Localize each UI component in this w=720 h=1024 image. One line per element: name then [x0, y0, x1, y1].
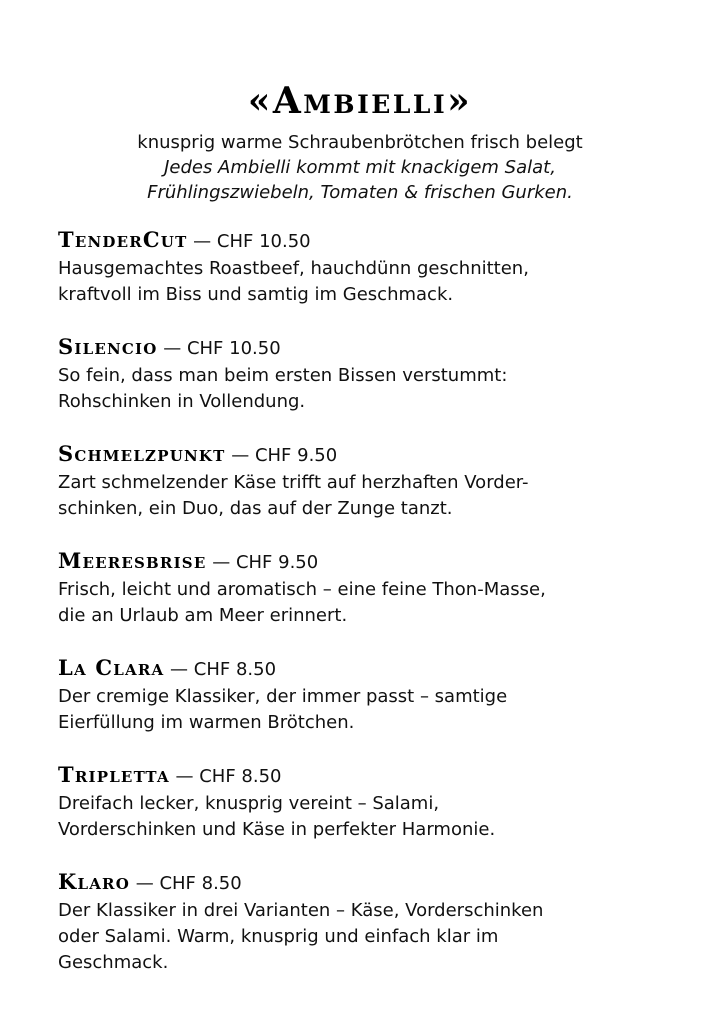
menu-item-description	[58, 898, 678, 976]
menu-item-price: CHF 10.50	[186, 338, 281, 359]
menu-item	[58, 440, 678, 547]
menu-item-description-line: Hausgemachtes Roastbeef, hauchdünn geschnitten,	[58, 258, 529, 279]
menu-item-description	[58, 577, 678, 629]
menu-item-description-line: Geschmack.	[58, 952, 169, 973]
menu-item-header	[58, 226, 678, 256]
menu-item-header	[58, 654, 678, 684]
menu-item-separator: —	[164, 659, 194, 680]
menu-item-description-line: Der cremige Klassiker, der immer passt – samtige	[58, 686, 508, 707]
menu-item-description-line: So fein, dass man beim ersten Bissen verstummt:	[58, 365, 508, 386]
menu-note-line-1: Jedes Ambielli kommt mit knackigem Salat,	[164, 157, 556, 178]
menu-item	[58, 333, 678, 440]
menu-subtitle: knusprig warme Schraubenbrötchen frisch belegt	[137, 132, 583, 153]
menu-item-header	[58, 761, 678, 791]
menu-item-description-line: Frisch, leicht und aromatisch – eine feine Thon-Masse,	[58, 579, 546, 600]
menu-item-separator: —	[187, 231, 217, 252]
menu-item-name: Schmelzpunkt	[58, 441, 226, 466]
menu-item-header	[58, 333, 678, 363]
menu-item-separator: —	[157, 338, 187, 359]
menu-items-list	[58, 226, 678, 975]
menu-item-separator: —	[169, 766, 200, 787]
menu-item-price: CHF 8.50	[159, 873, 242, 894]
menu-item-separator: —	[206, 552, 236, 573]
menu-item	[58, 226, 678, 333]
menu-item-price: CHF 10.50	[216, 231, 311, 252]
menu-item-description	[58, 363, 678, 415]
menu-item	[58, 654, 678, 761]
menu-item-description-line: Rohschinken in Vollendung.	[58, 391, 306, 412]
menu-item-description-line: die an Urlaub am Meer erinnert.	[58, 605, 348, 626]
menu-item-description-line: Vorderschinken und Käse in perfekter Harmonie.	[58, 819, 496, 840]
menu-item-description	[58, 684, 678, 736]
menu-item-description	[58, 470, 678, 522]
menu-item-description	[58, 256, 678, 308]
menu-item-separator: —	[225, 445, 255, 466]
menu-item-description-line: Dreifach lecker, knusprig vereint – Salami,	[58, 793, 440, 814]
menu-item	[58, 868, 678, 975]
menu-title: «Ambielli»	[247, 80, 473, 122]
menu-item-description-line: oder Salami. Warm, knusprig und einfach klar im	[58, 926, 499, 947]
menu-item-description-line: schinken, ein Duo, das auf der Zunge tanzt.	[58, 498, 453, 519]
menu-item-header	[58, 868, 678, 898]
menu-item-description-line: Eierfüllung im warmen Brötchen.	[58, 712, 355, 733]
menu-item-separator: —	[129, 873, 160, 894]
menu-note-line-2: Frühlingszwiebeln, Tomaten & frischen Gurken.	[147, 182, 573, 203]
menu-item-price: CHF 8.50	[199, 766, 282, 787]
menu-item-name: Klaro	[58, 869, 130, 894]
menu-item-description-line: kraftvoll im Biss und samtig im Geschmack.	[58, 284, 454, 305]
menu-item-description-line: Der Klassiker in drei Varianten – Käse, Vorderschinken	[58, 900, 544, 921]
menu-item	[58, 547, 678, 654]
menu-item-price: CHF 9.50	[235, 552, 319, 573]
menu-item-name: Meeresbrise	[58, 548, 207, 573]
menu-item-name: TenderCut	[58, 227, 188, 252]
menu-item-price: CHF 8.50	[193, 659, 277, 680]
menu-intro	[40, 130, 680, 205]
menu-item-name: Tripletta	[58, 762, 170, 787]
menu-item-description	[58, 791, 678, 843]
menu-item-name: La Clara	[58, 655, 165, 680]
menu-item-name: Silencio	[58, 334, 158, 359]
menu-item	[58, 761, 678, 868]
menu-item-price: CHF 9.50	[254, 445, 338, 466]
menu-item-description-line: Zart schmelzender Käse trifft auf herzhaften Vorder-	[58, 472, 529, 493]
menu-item-header	[58, 547, 678, 577]
menu-item-header	[58, 440, 678, 470]
